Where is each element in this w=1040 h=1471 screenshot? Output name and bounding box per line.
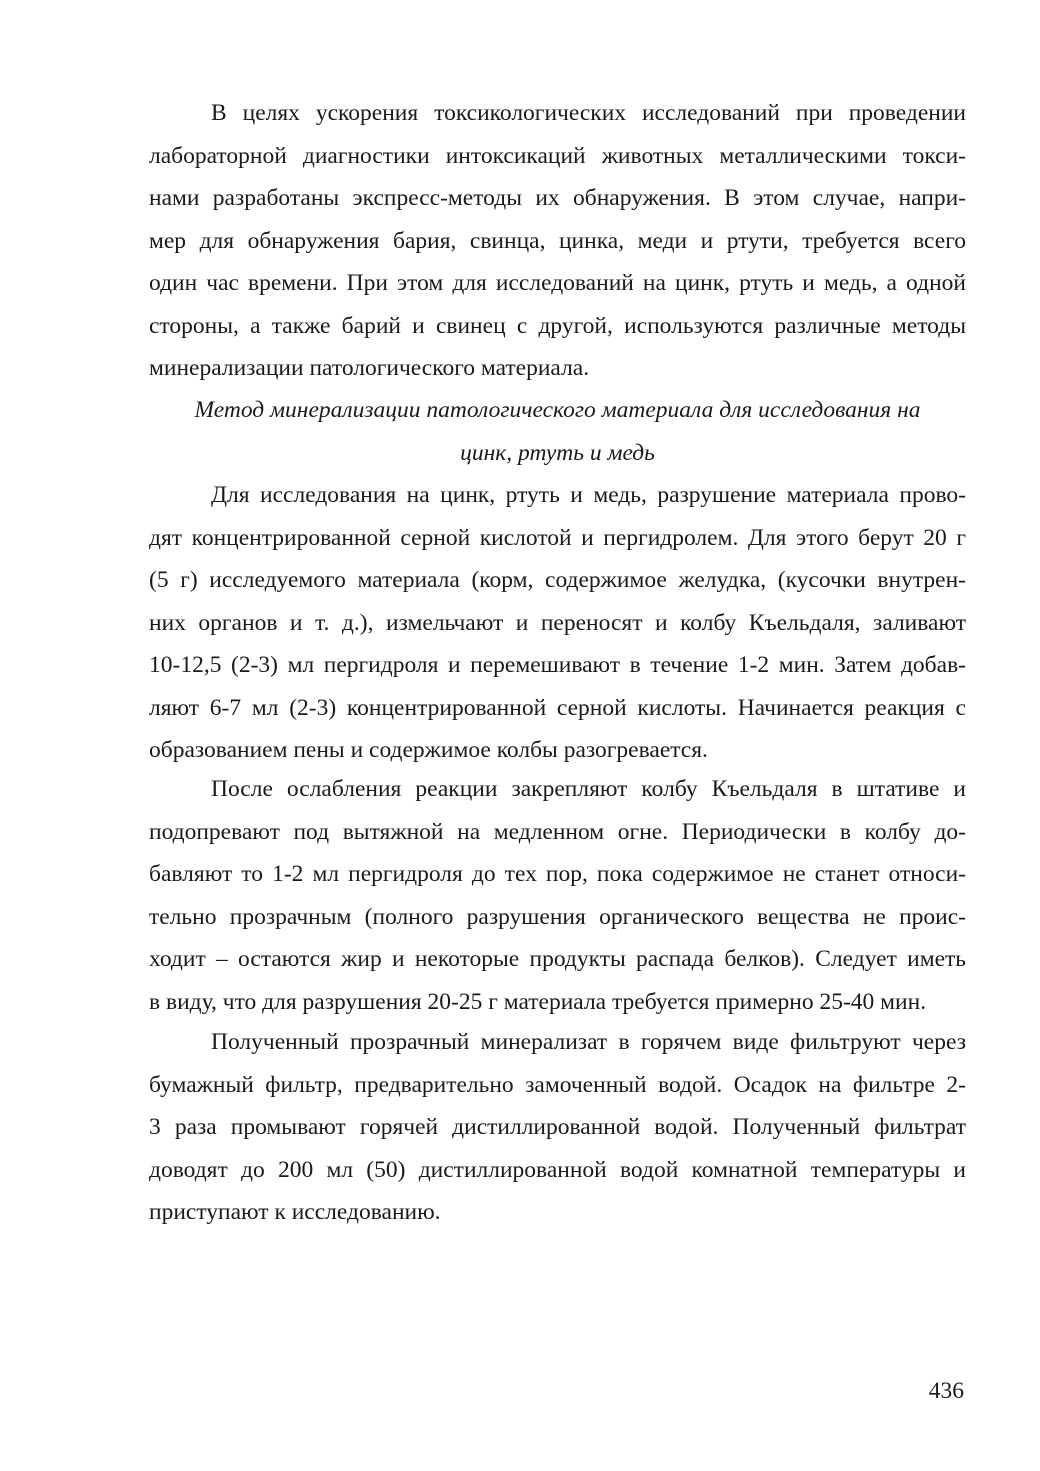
text-line: 3 раза промывают горячей дистиллированной водой. Полученный фильтрат (149, 1114, 966, 1140)
heading-line: цинк, ртуть и медь (460, 439, 655, 466)
text-line: бавляют то 1-2 мл пергидроля до тех пор, пока содержимое не станет относи- (149, 861, 966, 887)
section-heading (149, 389, 966, 474)
text-line: В целях ускорения токсикологических исследований при проведении (211, 100, 966, 126)
text-line: минерализации патологического материала. (149, 355, 590, 381)
text-line: После ослабления реакции закрепляют колбу Къельдаля в штативе и (211, 776, 966, 802)
text-line: стороны, а также барий и свинец с другой, используются различные методы (149, 312, 966, 339)
text-line: тельно прозрачным (полного разрушения органического вещества не проис- (149, 903, 966, 930)
text-line: Полученный прозрачный минерализат в горячем виде фильтруют через (211, 1029, 966, 1055)
text-line: нами разработаны экспресс-методы их обнаружения. В этом случае, напри- (149, 185, 966, 211)
text-line: ляют 6-7 мл (2-3) концентрированной серной кислоты. Начинается реакция с (149, 694, 966, 721)
text-line: 10-12,5 (2-3) мл пергидроля и перемешивают в течение 1-2 мин. Затем добав- (149, 652, 966, 678)
text-line: один час времени. При этом для исследований на цинк, ртуть и медь, а одной (149, 270, 966, 296)
text-line: (5 г) исследуемого материала (корм, содержимое желудка, (кусочки внутрен- (149, 567, 966, 593)
text-line: лабораторной диагностики интоксикаций животных металлическими токси- (149, 142, 966, 169)
text-line: Для исследования на цинк, ртуть и медь, разрушение материала прово- (211, 482, 966, 508)
page-number: 436 (928, 1378, 964, 1404)
paragraph-mineralization (149, 474, 966, 772)
text-line: бумажный фильтр, предварительно замоченный водой. Осадок на фильтре 2- (149, 1071, 966, 1098)
heading-line: Метод минерализации патологического материала для исследования на (194, 397, 921, 423)
text-line: них органов и т. д.), измельчают и переносят и колбу Къельдаля, заливают (149, 609, 966, 636)
text-line: мер для обнаружения бария, свинца, цинка, меди и ртути, требуется всего (149, 227, 966, 254)
text-line: образованием пены и содержимое колбы разогревается. (149, 737, 708, 763)
text-line: подопревают под вытяжной на медленном огне. Периодически в колбу до- (149, 818, 966, 845)
paragraph-heating (149, 768, 966, 1023)
text-line: доводят до 200 мл (50) дистиллированной водой комнатной температуры и (149, 1156, 966, 1183)
text-line: в виду, что для разрушения 20-25 г материала требуется примерно 25-40 мин. (149, 988, 927, 1015)
text-line: дят концентрированной серной кислотой и пергидролем. Для этого берут 20 г (149, 524, 966, 551)
text-line: ходит – остаются жир и некоторые продукты распада белков). Следует иметь (149, 946, 966, 972)
text-line: приступают к исследованию. (149, 1199, 441, 1225)
paragraph-filtration (149, 1021, 966, 1234)
intro-paragraph (149, 92, 966, 390)
